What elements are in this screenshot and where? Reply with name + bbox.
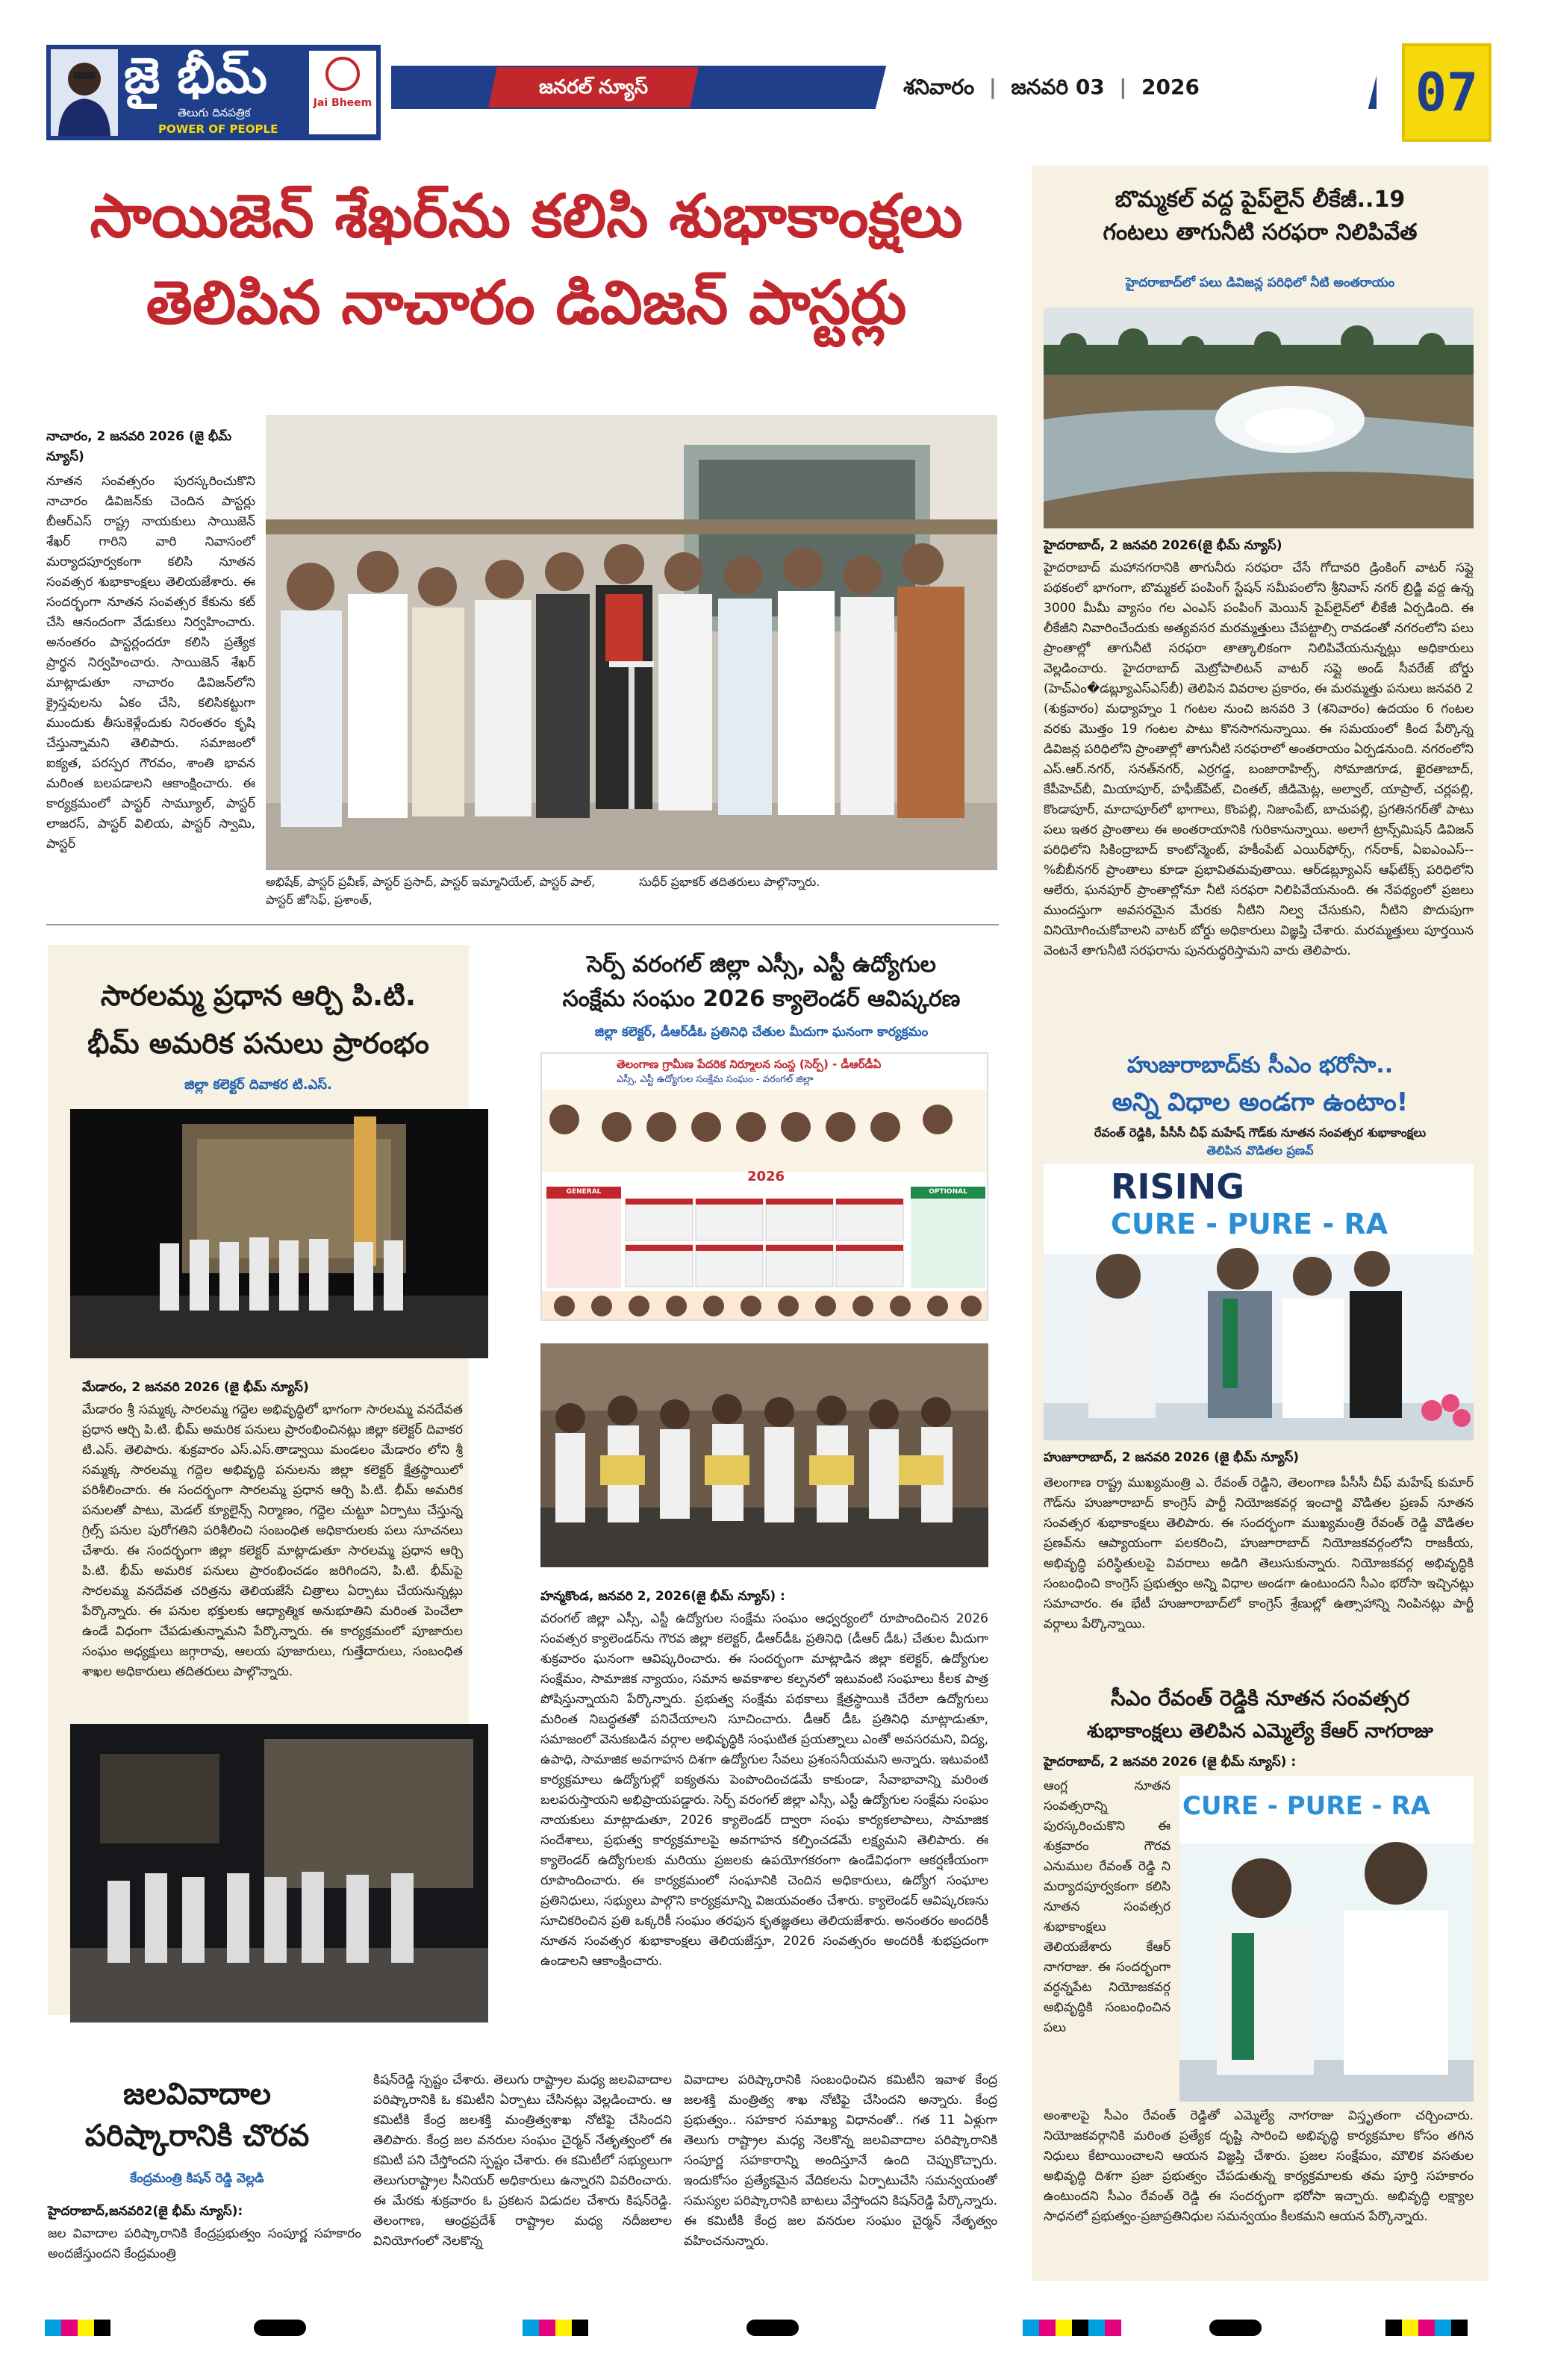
pipeline-headline	[1039, 184, 1481, 249]
ambedkar-portrait-icon	[51, 49, 118, 136]
reg-dot-1	[254, 2320, 306, 2336]
nagaraju-dateline: హైదరాబాద్, 2 జనవరి 2026 (జై భీమ్ న్యూస్) :	[1044, 1755, 1297, 1770]
calendar-footer-portraits	[542, 1291, 988, 1321]
calendar-dateline: హన్మకొండ, జనవరి 2, 2026(జై భీమ్ న్యూస్) :	[540, 1589, 785, 1604]
water-body-col2: కిషన్‌రెడ్డి స్పష్టం చేశారు. తెలుగు రాష్ట్రాల మధ్య జలవివాదాల పరిష్కారానికి ఓ కమిటీని ఏర్పాటు చేసినట్లు వెల్లడించారు. ఆ కమిటీకి కేంద్ర జలశక్తి మంత్రిత్వశాఖ నోటిఫై చేసిందని తెలిపారు. కేంద్ర జల వనరుల సంఘం చైర్మన్ నేతృత్వంలో ఈ కమిటీ పని చేస్తోందని స్పష్టం చేశారు. ఈ కమిటీలో సభ్యులుగా తెలుగురాష్ట్రాల సీనియర్ అధికారులు ఉన్నారని వివరించారు. ఈ మేరకు శుక్రవారం ఓ ప్రకటన విడుదల చేశారు కిషన్‌రెడ్డి. తెలంగాణ, ఆంధ్రప్రదేశ్ రాష్ట్రాల మధ్య నదీజలాల వినియోగంలో నెలకొన్న	[373, 2073, 672, 2249]
nagaraju-photo	[1179, 1776, 1474, 2102]
huzurabad-subhead	[1039, 1124, 1481, 1160]
water-subhead: కేంద్రమంత్రి కిషన్ రెడ్డి వెల్లడి	[130, 2171, 264, 2186]
pipeline-dateline: హైదరాబాద్, 2 జనవరి 2026(జై భీమ్ న్యూస్)	[1044, 538, 1282, 553]
huzurabad-body: తెలంగాణ రాష్ట్ర ముఖ్యమంత్రి ఎ. రేవంత్ రెడ్డిని, తెలంగాణ పీసీసీ చీఫ్ మహేష్ కుమార్ గౌడ్‌ను హుజూరాబాద్ కాంగ్రెస్ పార్టీ నియోజకవర్గ ఇంచార్జి వొడితల ప్రణవ్ నూతన సంవత్సర శుభాకాంక్షలు తెలిపారు. ఈ సందర్భంగా ముఖ్యమంత్రి రేవంత్ రెడ్డి వొడితల ప్రణవ్‌ను ఆప్యాయంగా పలకరించి, హుజూరాబాద్ నియోజకవర్గంలోని రాజకీయ, అభివృద్ధి పరిస్థితులపై వివరాలు అడిగి తెలుసుకున్నారు. నియోజకవర్గ అభివృద్ధికి సంబంధించి కాంగ్రెస్ ప్రభుత్వం అన్ని విధాల అండగా ఉంటుందని సీఎం భరోసా ఇచ్చినట్లు సమాచారం. ఈ భేటీ హుజూరాబాద్‌లో కాంగ్రెస్ శ్రేణుల్లో ఉత్సాహాన్ని నింపినట్లు పార్టీ వర్గాలు పేర్కొన్నాయి.	[1044, 1475, 1474, 1631]
huzurabad-banner-sub: CURE - PURE - RA	[1111, 1208, 1388, 1240]
masthead	[0, 0, 1543, 149]
page-number-box	[1402, 43, 1491, 142]
lead-rule	[46, 924, 999, 925]
huzurabad-subhead-line2: తెలిపిన వొడితల ప్రణవ్	[1206, 1143, 1314, 1158]
lead-caption-right: సుధీర్ ప్రభాకర్ తదితరులు పాల్గొన్నారు.	[639, 875, 820, 889]
nagaraju-headline-line2: శుభాకాంక్షలు తెలిపిన ఎమ్మెల్యే కేఆర్ నాగరాజు	[1087, 1720, 1433, 1743]
reg-dot-3	[1209, 2320, 1262, 2336]
sarakka-headline-line2: భీమ్ అమరిక పనులు ప్రారంభం	[87, 1027, 429, 1060]
sarakka-headline-line1: సారలమ్మ ప్రధాన ఆర్చి పి.టి.	[100, 979, 417, 1012]
issue-date	[903, 72, 1351, 103]
lead-body: నూతన సంవత్సరం పురస్కరించుకొని నాచారం డివిజన్‌కు చెందిన పాస్టర్లు బీఆర్ఎస్ రాష్ట్ర నాయకులు సాయిజెన్ శేఖర్ గారిని వారి నివాసంలో మర్యాదపూర్వకంగా కలిసి నూతన సంవత్సర శుభాకాంక్షలు తెలియజేశారు. ఈ సందర్భంగా నూతన సంవత్సర కేకును కట్ చేసి ఆనందంగా వేడుకలు నిర్వహించారు. అనంతరం పాస్టర్లందరూ కలిసి ప్రత్యేక ప్రార్థన నిర్వహించారు. సాయిజెన్ శేఖర్ మాట్లాడుతూ నాచారం డివిజన్‌లోని క్రైస్తవులను ఏకం చేసి, కలిసికట్టుగా ముందుకు తీసుకెళ్లేందుకు నిరంతరం కృషి చేస్తున్నామని తెలిపారు. సమాజంలో ఐక్యత, పరస్పర గౌరవం, శాంతి భావన మరింత బలపడాలని ఆకాంక్షించారు. ఈ కార్యక్రమంలో పాస్టర్ సామ్యూల్, పాస్టర్ లాజరస్, పాస్టర్ విలియ, పాస్టర్ స్వామి, పాస్టర్	[46, 474, 255, 852]
masthead-logo	[46, 45, 381, 140]
water-body-col3: వివాదాల పరిష్కారానికి సంబంధించిన కమిటీని ఇవాళ కేంద్ర జలశక్తి మంత్రిత్వ శాఖ నోటిఫై చేసిందని అన్నారు. కేంద్ర ప్రభుత్వం.. సహకార సమాఖ్య విధానంతో.. గత 11 ఏళ్లుగా తెలుగు రాష్ట్రాల మధ్య నెలకొన్న జలవివాదాల పరిష్కారానికి సంపూర్ణ సహకారాన్ని అందిస్తూనే ఉంది చెప్పుకొచ్చారు. ఇందుకోసం ప్రత్యేకమైన వేదికలను ఏర్పాటుచేసి సమన్వయంతో సమస్యల పరిష్కారానికి బాటలు వేస్తోందని కిషన్‌రెడ్డి పేర్కొన్నారు. ఈ కమిటీకి కేంద్ర జల వనరుల సంఘం చైర్మన్ నేతృత్వం వహించనున్నారు.	[684, 2073, 997, 2249]
huzurabad-dateline: హుజూరాబాద్, 2 జనవరి 2026 (జై భీమ్ న్యూస్)	[1044, 1450, 1300, 1465]
sarakka-body: మేడారం శ్రీ సమ్మక్క సారలమ్మ గద్దెల అభివృద్ధిలో భాగంగా సారలమ్మ వనదేవత ప్రధాన ఆర్చి పి.టి. భీమ్ అమరిక పనులు ప్రారంభించినట్లు జిల్లా కలెక్టర్ దివాకర టి.ఎస్. తెలిపారు. శుక్రవారం ఎస్.ఎస్.తాడ్వాయి మండలం మేడారం లోని శ్రీ సమ్మక్క సారలమ్మ గద్దెల అభివృద్ధి పనులను జిల్లా కలెక్టర్ క్షేత్రస్థాయిలో పరిశీలించారు. ఈ సందర్భంగా సారలమ్మ ప్రధాన ఆర్చి పి.టి. భీమ్ అమరిక పనులతో పాటు, మెడల్ క్యూలైన్స్ నిర్మాణం, గద్దెల చుట్టూ ఏర్పాటు చేస్తున్న గ్రిల్స్ పనుల పురోగతిని పరిశీలించి సంబంధిత అధికారులకు పలు సూచనలు చేశారు. ఈ సందర్భంగా జిల్లా కలెక్టర్ మాట్లాడుతూ సారలమ్మ ప్రధాన ఆర్చి పి.టి. భీమ్ అమరిక పనులు ప్రారంభించడం జరిగిందని, పి.టి. భీమ్‌పై సారలమ్మ వనదేవత చరిత్రను తెలియజేసే చిత్రాలు ఏర్పాటు చేయనున్నట్లు పేర్కొన్నారు. ఈ పనుల భక్తులకు ఆధ్యాత్మిక అనుభూతిని మరింత పెంచేలా ఉండే విధంగా చేపడుతున్నామని పేర్కొన్నారు. ఈ కార్యక్రమంలో పూజారుల సంఘం అధ్యక్షులు జగ్గారావు, ఆలయ పూజారులు, గుత్తేదారులు, సంబంధిత శాఖల అధికారులు తదితరులు పాల్గొన్నారు.	[82, 1402, 463, 1679]
sarakka-photo-2	[70, 1724, 488, 2023]
sarakka-dateline: మేడారం, 2 జనవరి 2026 (జై భీమ్ న్యూస్)	[82, 1380, 309, 1395]
issue-date-num: 03	[1075, 75, 1105, 99]
huzurabad-headline-line1: హుజురాబాద్‌కు సీఎం భరోసా..	[1126, 1052, 1394, 1078]
calendar-year: 2026	[746, 1169, 785, 1184]
issue-day: శనివారం	[903, 75, 975, 99]
logo-english: POWER OF PEOPLE	[158, 122, 278, 136]
calendar-portraits	[542, 1090, 988, 1172]
issue-month: జనవరి	[1011, 75, 1069, 99]
logo-emblem	[309, 51, 376, 134]
nagaraju-headline	[1039, 1682, 1481, 1748]
water-headline-line2: పరిష్కారానికి చొరవ	[84, 2119, 310, 2153]
calendar-headline-line1: సెర్ప్ వరంగల్ జిల్లా ఎస్సీ, ఎస్టీ ఉద్యోగుల	[587, 952, 936, 978]
water-body-col1: జల వివాదాల పరిష్కారానికి కేంద్రప్రభుత్వం సంపూర్ణ సహకారం అందజేస్తుందని కేంద్రమంత్రి	[48, 2226, 361, 2261]
sarakka-photo-1	[70, 1109, 488, 1358]
pipeline-headline-line2: గంటలు తాగునీటి సరఫరా నిలిపివేత	[1103, 219, 1418, 246]
reg-mark-left	[45, 2320, 110, 2336]
calendar-general-holidays: GENERAL	[546, 1187, 621, 1208]
water-headline	[48, 2073, 346, 2157]
pipeline-body: హైదరాబాద్ మహానగరానికి తాగునీరు సరఫరా చేసే గోదావరి డ్రింకింగ్ వాటర్ సప్లై పథకంలో భాగంగా, బొమ్మకల్ పంపింగ్ స్టేషన్ సమీపంలోని శ్రీనివాస్ నగర్ బ్రిడ్జి వద్ద ఉన్న 3000 మీమీ వ్యాసం గల ఎంఎస్ పంపింగ్ మెయిన్ పైప్‌లైన్‌లో లీకేజీ ఏర్పడింది. ఈ లీకేజీని నివారించేందుకు అత్యవసర మరమ్మత్తులు చేపట్టాల్సి రావడంతో నగరంలోని పలు ప్రాంతాల్లో తాగునీటి సరఫరా తాత్కాలికంగా నిలిపివేయనున్నట్లు అధికారులు వెల్లడించారు. హైదరాబాద్ మెట్రోపాలిటన్ వాటర్ సప్లై అండ్ సీవరేజ్ బోర్డు (హెచ్ఎం�డబ్ల్యూఎస్ఎస్‌బీ) తెలిపిన వివరాల ప్రకారం, ఈ మరమ్మత్తు పనులు జనవరి 2 (శుక్రవారం) మధ్యాహ్నం 1 గంటల నుంచి జనవరి 3 (శనివారం) ఉదయం 6 గంటల వరకు మొత్తం 19 గంటల పాటు కొనసాగనున్నాయి. ఈ సమయంలో కింద పేర్కొన్న డివిజన్ల పరిధిలోని ప్రాంతాల్లో తాగునీటి సరఫరాలో అంతరాయం ఏర్పడనుంది. నగరంలోని ఎస్.ఆర్.నగర్, సనత్‌నగర్, ఎర్రగడ్డ, బంజారాహిల్స్, సోమాజిగూడ, ఖైరతాబాద్, కేపీహెచ్‌బీ, మియాపూర్, హఫీజ్‌పేట్, చింతల్, జీడిమెట్ల, అల్వాల్, యాప్రాల్, చర్లపల్లి, కొండాపూర్, మాదాపూర్‌లో భాగాలు, కొంపల్లి, నిజాంపేట్, బాచుపల్లి, ప్రగతినగర్‌తో పాటు పలు ఇతర ప్రాంతాలు ఈ అంతరాయానికి గురికానున్నాయి. అలాగే ట్రాన్స్‌మిషన్ డివిజన్ పరిధిలోని సికింద్రాబాద్ కాంటోన్మెంట్, హకీంపేట్ ఎయిర్‌ఫోర్స్, గన్‌రాక్, ఏఐఎంఎస్--%బీబీనగర్ ప్రాంతాలు కూడా ప్రభావితమవుతాయి. ఆర్‌డబ్ల్యూఎస్ ఆఫ్‌టేక్స్ పరిధిలోని ఆలేరు, ఘనపూర్ ప్రాంతాల్లోనూ నీటి సరఫరా నిలిపివేయనుంది. ఈ నేపథ్యంలో ప్రజలు ముందస్తుగా అవసరమైన మేరకు నీటిని నిల్వ చేసుకుని, నీటిని పొదుపుగా వినియోగించుకోవాలని వాటర్ బోర్డు అధికారులు విజ్ఞప్తి చేశారు. మరమ్మత్తులు పూర్తయిన వెంటనే తాగునీటి సరఫరాను పునరుద్ధరిస్తామని వారు తెలిపారు.	[1044, 560, 1474, 958]
calendar-optional-holidays: OPTIONAL	[911, 1187, 985, 1208]
calendar-grid	[542, 1199, 988, 1288]
section-label-text: జనరల్ న్యూస్	[539, 76, 648, 99]
sarakka-subhead: జిల్లా కలెక్టర్ దివాకర టి.ఎస్.	[184, 1077, 332, 1093]
pipeline-photo	[1044, 307, 1474, 528]
huzurabad-subhead-line1: రేవంత్ రెడ్డికి, పీసీసీ చీఫ్ మహేష్ గౌడ్‌కు నూతన సంవత్సర శుభాకాంక్షలు	[1094, 1125, 1427, 1140]
lead-headline-line2: తెలిపిన నాచారం డివిజన్ పాస్టర్లు	[146, 268, 907, 337]
issue-year: 2026	[1141, 75, 1200, 99]
reg-mark-far	[1385, 2320, 1468, 2336]
date-sep-1: |	[981, 75, 1004, 99]
calendar-body: వరంగల్ జిల్లా ఎస్సీ, ఎస్టీ ఉద్యోగుల సంక్షేమ సంఘం ఆధ్వర్యంలో రూపొందించిన 2026 సంవత్సర క్యాలెండర్‌ను గౌరవ జిల్లా కలెక్టర్, డీఆర్‌డీఓ ప్రతినిధి (డీఆర్ డీఓ) చేతుల మీదుగా శుక్రవారం ఘనంగా ఆవిష్కరించారు. ఈ సందర్భంగా మాట్లాడిన జిల్లా కలెక్టర్, ఉద్యోగుల సంక్షేమం, సామాజిక న్యాయం, సమాన అవకాశాల కల్పనలో ఇటువంటి సంఘాలు కీలక పాత్ర పోషిస్తున్నాయని పేర్కొన్నారు. ప్రభుత్వ సంక్షేమ పథకాలు క్షేత్రస్థాయికి చేరేలా ఉద్యోగులు మరింత నిబద్ధతతో పనిచేయాలని సూచించారు. డీఆర్ డీఓ ప్రతినిధి మాట్లాడుతూ, సమాజంలో వెనుకబడిన వర్గాల అభివృద్ధికి సంఘటిత ప్రయత్నాలు ఎంతో అవసరమని, విద్య, ఉపాధి, సామాజిక అవగాహన దిశగా ఉద్యోగుల సేవలు ప్రశంసనీయమని అన్నారు. ఇటువంటి కార్యక్రమాలు ఉద్యోగుల్లో ఐక్యతను పెంపొందించడమే కాకుండా, సేవాభావాన్ని మరింత బలపరుస్తాయని అభిప్రాయపడ్డారు. సెర్ప్ వరంగల్ జిల్లా ఎస్సీ, ఎస్టీ ఉద్యోగుల సంక్షేమ సంఘం నాయకులు మాట్లాడుతూ, 2026 క్యాలెండర్ ద్వారా సంఘ కార్యకలాపాలు, సామాజిక సందేశాలు, ప్రభుత్వ కార్యక్రమాలపై అవగాహన కల్పించడమే లక్ష్యమని తెలిపారు. ఈ క్యాలెండర్ ఉద్యోగులకు మరియు ప్రజలకు ఉపయోగకరంగా ఉండేవిధంగా ఆకర్షణీయంగా రూపొందించారు. ఈ కార్యక్రమంలో సంఘానికి చెందిన అధికారులు, ఉద్యోగ సంఘాల ప్రతినిధులు, సభ్యులు పాల్గొని కార్యక్రమాన్ని విజయవంతం చేశారు. క్యాలెండర్ ఆవిష్కరణను సూచికరించిన ప్రతి ఒక్కరికీ సంఘం తరఫున కృతజ్ఞతలు తెలియజేశారు. అనంతరం అందరికీ నూతన సంవత్సర శుభాకాంక్షలు తెలియజేస్తూ, 2026 సంవత్సరం అందరికీ శుభప్రదంగా ఉండాలని ఆకాంక్షించారు.	[540, 1611, 988, 1969]
calendar-image-subtitle: ఎస్సీ, ఎస్టీ ఉద్యోగుల సంక్షేమ సంఘం - వరంగల్ జిల్లా	[617, 1074, 814, 1085]
reg-dot-2	[746, 2320, 799, 2336]
date-sep-2: |	[1112, 75, 1135, 99]
sarakka-headline	[52, 972, 464, 1067]
nagaraju-body-wide: అంశాలపై సీఎం రేవంత్ రెడ్డితో ఎమ్మెల్యే నాగరాజు విస్తృతంగా చర్చించారు. నియోజకవర్గానికి మరింత ప్రత్యేక దృష్టి సారించి అభివృద్ధి కార్యక్రమాల కోసం తగిన నిధులు కేటాయించాలని ఆయన విజ్ఞప్తి చేశారు. ప్రజల సంక్షేమం, మౌలిక వసతుల అభివృద్ధి దిశగా ప్రజా ప్రభుత్వం చేపడుతున్న కార్యక్రమాలకు తమ పూర్తి సహకారం ఉంటుందని సీఎం రేవంత్ రెడ్డి ఈ సందర్భంగా భరోసా ఇచ్చారు. అభివృద్ధి లక్ష్యాల సాధనలో ప్రభుత్వం-ప్రజాప్రతినిధుల సమన్వయం కీలకమని ఆయన పేర్కొన్నారు.	[1044, 2108, 1474, 2224]
huzurabad-photo	[1044, 1164, 1474, 1440]
logo-tagline: తెలుగు దినపత్రిక	[178, 106, 251, 119]
nagaraju-headline-line1: సీఎం రేవంత్ రెడ్డికి నూతన సంవత్సర	[1111, 1686, 1409, 1711]
huzurabad-headline-line2: అన్ని విధాల అండగా ఉంటాం!	[1112, 1087, 1409, 1117]
logo-title: జై భీమ్	[124, 47, 267, 104]
nagaraju-body-narrow: ఆంగ్ల నూతన సంవత్సరాన్ని పురస్కరించుకొని ఈ శుక్రవారం గౌరవ ఎనుముల రేవంత్ రెడ్డి ని మర్యాదపూర్వకంగా కలిసి నూతన సంవత్సర శుభాకాంక్షలు తెలియజేశారు కేఆర్ నాగరాజు. ఈ సందర్భంగా వర్ధన్నపేట నియోజకవర్గ అభివృద్ధికి సంబంధించిన పలు	[1044, 1778, 1171, 2035]
reg-mark-mid	[523, 2320, 588, 2336]
lead-headline	[45, 173, 1008, 346]
huzurabad-banner-text: RISING	[1111, 1166, 1245, 1207]
lead-photo	[266, 415, 997, 870]
calendar-image	[540, 1052, 988, 1321]
water-headline-line1: జలవివాదాల	[123, 2077, 271, 2111]
calendar-subhead: జిల్లా కలెక్టర్, డీఆర్‌డీఓ ప్రతినిధి చేతుల మీదుగా ఘనంగా కార్యక్రమం	[594, 1025, 929, 1040]
logo-emblem-circle	[325, 57, 360, 91]
page-number: 07	[1415, 62, 1479, 123]
logo-right-text: Jai Bheem	[313, 97, 372, 109]
calendar-headline	[523, 948, 1000, 1016]
pipeline-subhead: హైదరాబాద్‌లో పలు డివిజన్ల పరిధిలో నీటి అంతరాయం	[1125, 275, 1395, 290]
pipeline-headline-line1: బొమ్మకల్ వద్ద పైప్‌లైన్ లీకేజీ..19	[1115, 187, 1406, 213]
reg-mark-right	[1023, 2320, 1121, 2336]
calendar-headline-line2: సంక్షేమ సంఘం 2026 క్యాలెండర్ ఆవిష్కరణ	[562, 986, 961, 1012]
nagaraju-banner-text: CURE - PURE - RA	[1182, 1791, 1430, 1821]
huzurabad-headline	[1039, 1048, 1481, 1121]
calendar-launch-photo	[540, 1343, 988, 1567]
lead-headline-line1: సాయిజెన్ శేఖర్‌ను కలిసి శుభాకాంక్షలు	[90, 181, 963, 251]
lead-dateline: నాచారం, 2 జనవరి 2026 (జై భీమ్ న్యూస్)	[46, 429, 232, 464]
water-dateline: హైదరాబాద్,జనవరి2(జై భీమ్ న్యూస్):	[48, 2204, 243, 2219]
calendar-image-title: తెలంగాణ గ్రామీణ పేదరిక నిర్మూలన సంస్థ (సెర్ప్) - డీఆర్‌డీఏ	[617, 1058, 882, 1071]
lead-caption-left: అభిషేక్, పాస్టర్ ప్రవీణ్, పాస్టర్ ప్రసాద్, పాస్టర్ ఇమ్మానియేల్, పాస్టర్ పాల్, పాస్టర్ జోసెఫ్, ప్రశాంత్,	[266, 875, 596, 907]
